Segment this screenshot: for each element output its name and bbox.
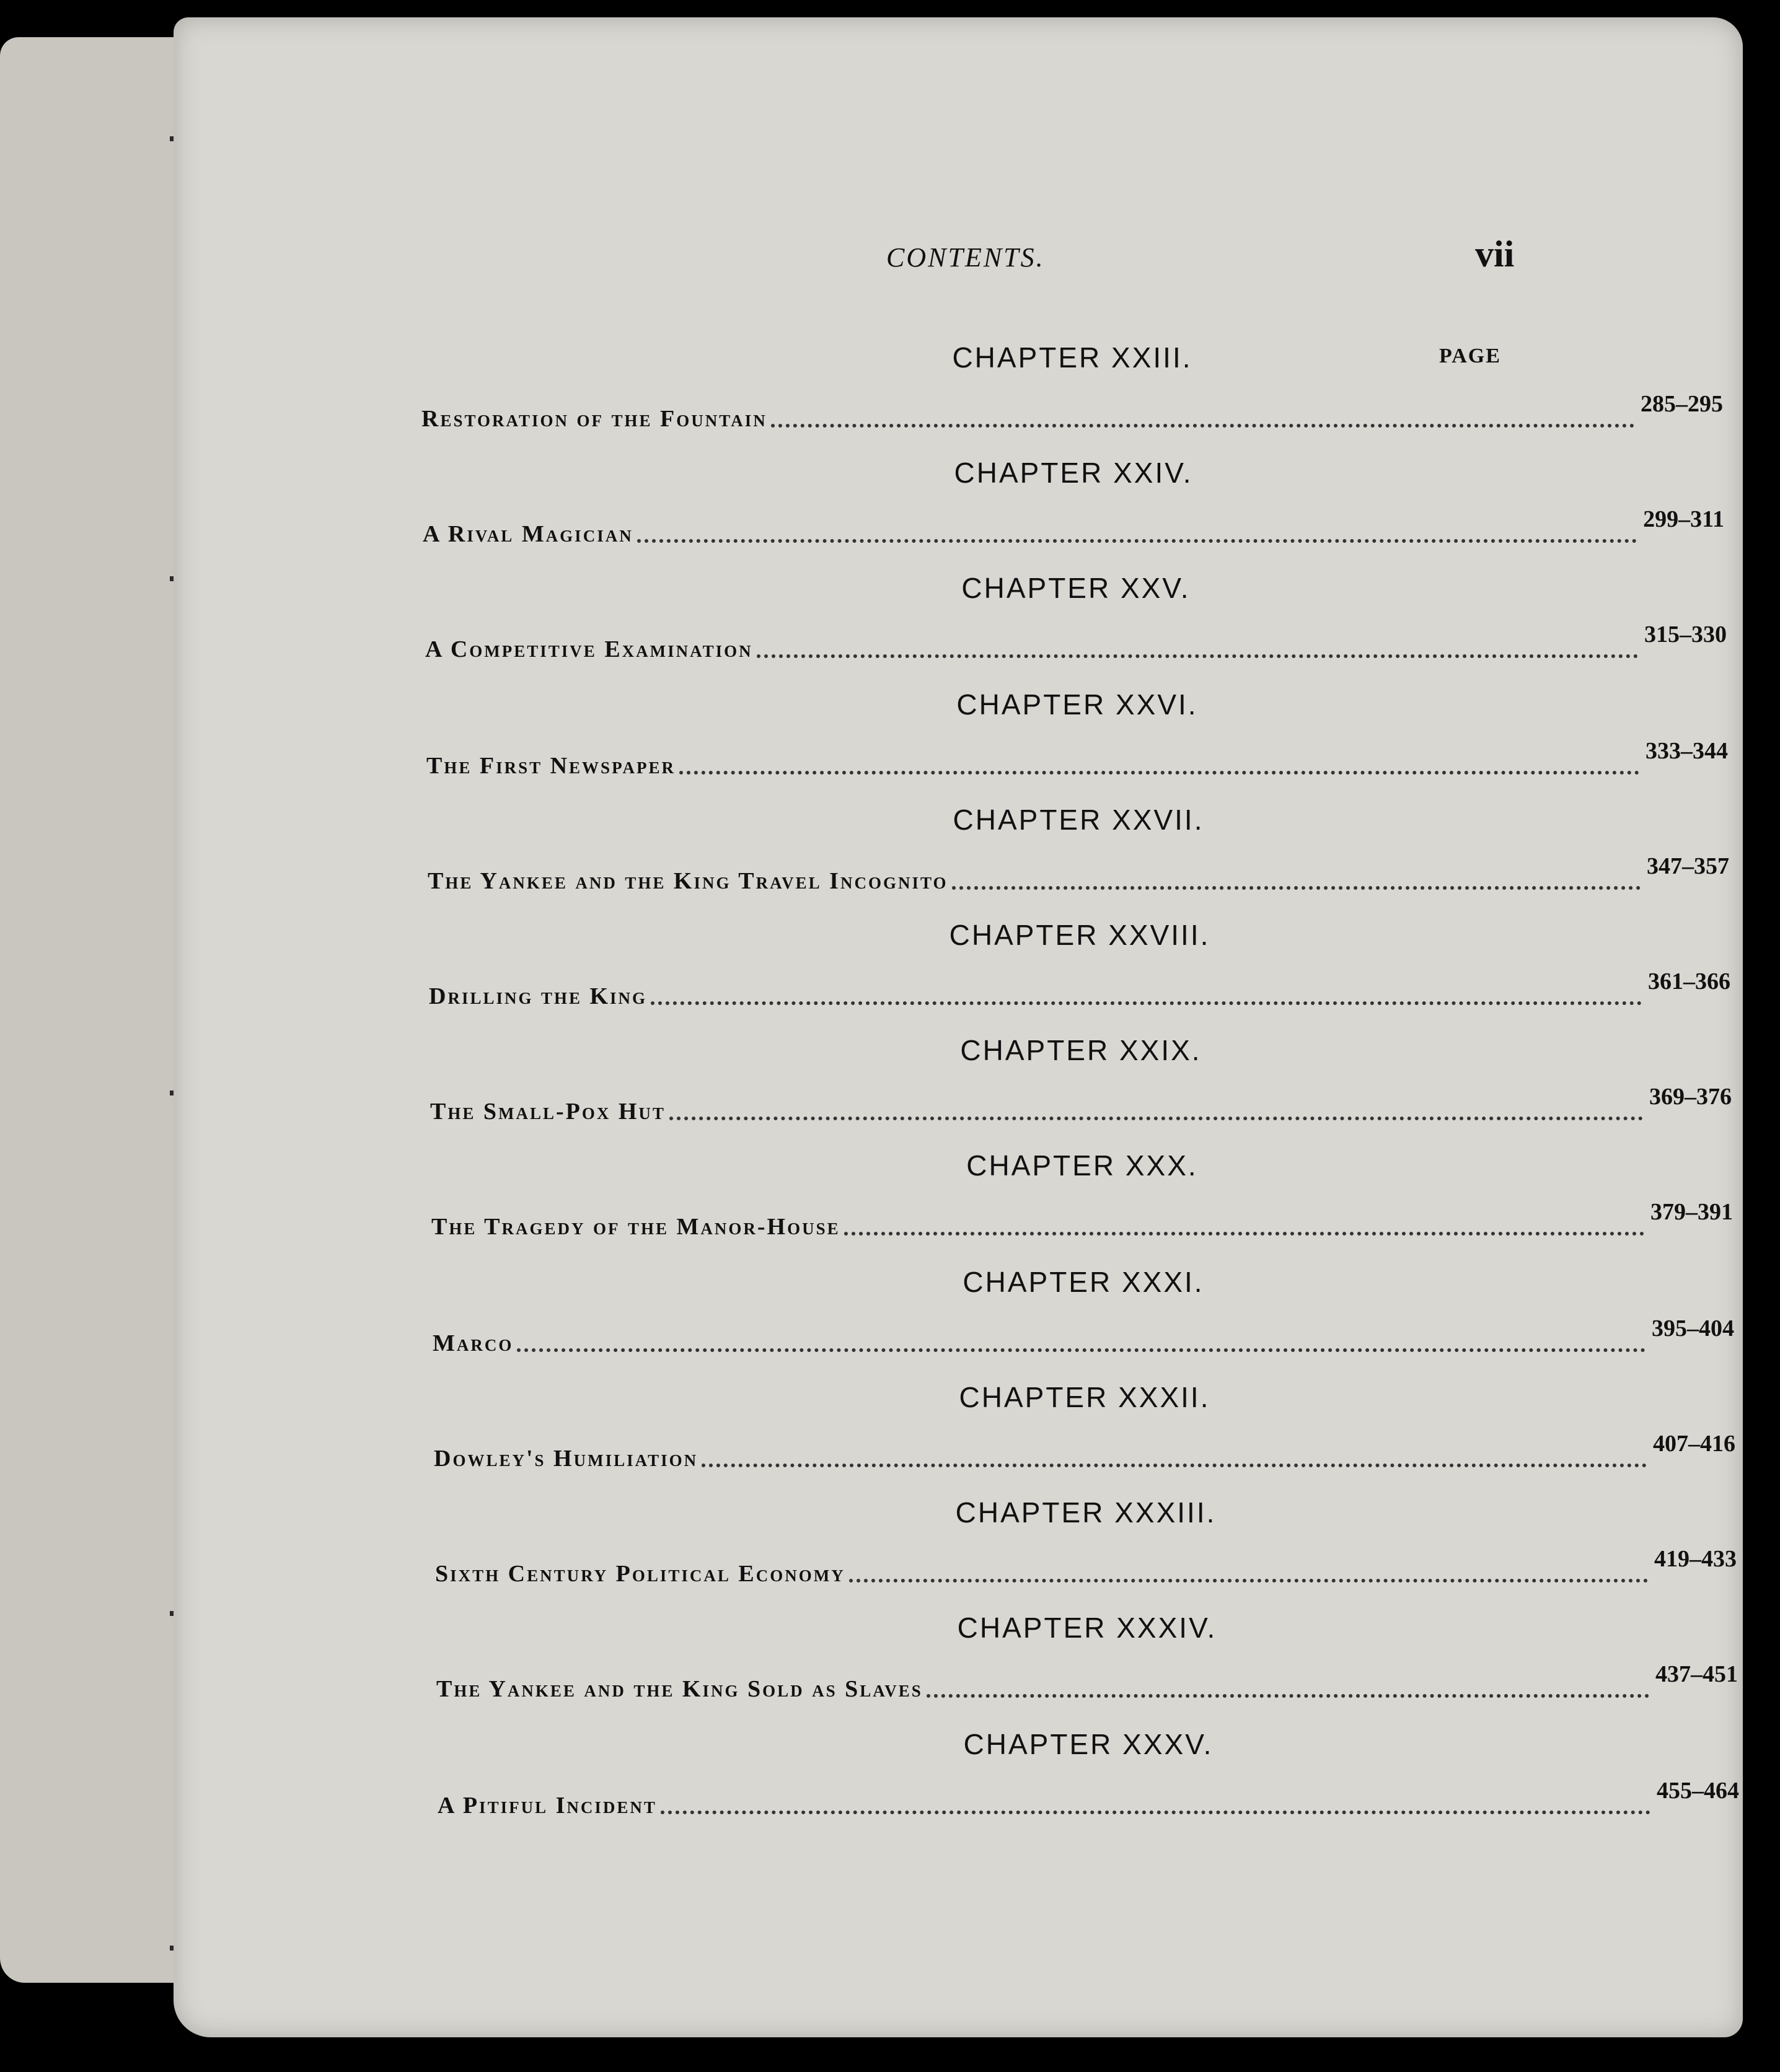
chapter-number: CHAPTER XXVIII. <box>949 919 1210 951</box>
toc-entry[interactable] <box>433 1315 1734 1357</box>
chapter-number: CHAPTER XXIII. <box>952 341 1192 374</box>
page-range: 419–433 <box>1654 1546 1737 1572</box>
toc-chapter <box>429 918 1730 1024</box>
dot-leader <box>669 1117 1643 1120</box>
chapter-number: CHAPTER XXX. <box>966 1149 1198 1182</box>
dot-leader <box>679 771 1639 775</box>
page-range: 369–376 <box>1649 1084 1732 1110</box>
chapter-title: The Yankee and the King Sold as Slaves <box>436 1676 923 1702</box>
page-range: 315–330 <box>1644 621 1727 648</box>
toc-entry[interactable] <box>426 738 1728 779</box>
chapter-title: Dowley's Humiliation <box>434 1446 698 1472</box>
chapter-title: A Rival Magician <box>423 521 633 547</box>
toc-entry[interactable] <box>421 391 1723 432</box>
book-page <box>174 17 1743 2037</box>
dot-leader <box>517 1348 1646 1352</box>
chapter-number: CHAPTER XXVII. <box>953 804 1204 836</box>
toc-chapter <box>433 1265 1734 1371</box>
chapter-title: A Pitiful Incident <box>438 1793 657 1819</box>
dot-leader <box>844 1232 1644 1236</box>
chapter-title: Drilling the King <box>429 983 648 1009</box>
dot-leader <box>637 539 1637 543</box>
page-range: 395–404 <box>1652 1315 1734 1341</box>
page-range: 347–357 <box>1647 853 1729 879</box>
chapter-number: CHAPTER XXXIII. <box>955 1496 1217 1529</box>
dot-leader <box>927 1694 1649 1698</box>
chapter-number: CHAPTER XXIX. <box>960 1034 1202 1066</box>
dot-leader <box>952 886 1641 890</box>
chapter-number: CHAPTER XXVI. <box>956 688 1198 721</box>
dot-leader <box>771 424 1634 428</box>
page-column-label: PAGE <box>1439 345 1501 367</box>
toc-entry[interactable] <box>430 1084 1732 1125</box>
chapter-number: CHAPTER XXXIV. <box>957 1612 1217 1644</box>
dot-leader <box>849 1579 1648 1583</box>
chapter-number: CHAPTER XXXII. <box>959 1381 1210 1413</box>
page-range: 285–295 <box>1641 391 1723 417</box>
toc-chapter <box>425 571 1727 677</box>
chapter-number: CHAPTER XXIV. <box>954 457 1193 489</box>
chapter-title: Sixth Century Political Economy <box>435 1561 845 1587</box>
chapter-number: CHAPTER XXXV. <box>963 1728 1214 1760</box>
chapter-title: The Tragedy of the Manor-House <box>431 1214 840 1240</box>
toc-chapter <box>426 688 1728 793</box>
page-range: 455–464 <box>1657 1778 1739 1804</box>
page-folio: vii <box>1475 234 1515 274</box>
toc-chapter <box>428 803 1729 908</box>
chapter-title: The Small-Pox Hut <box>430 1099 666 1125</box>
chapter-title: A Competitive Examination <box>425 636 753 662</box>
toc-entry[interactable] <box>431 1199 1733 1240</box>
toc-chapter <box>434 1381 1735 1486</box>
chapter-title: Restoration of the Fountain <box>421 406 767 432</box>
toc-entry[interactable] <box>425 621 1727 663</box>
dot-leader <box>757 654 1638 658</box>
toc-entry[interactable] <box>438 1778 1739 1819</box>
toc-entry[interactable] <box>435 1546 1737 1587</box>
page-range: 437–451 <box>1655 1661 1738 1687</box>
toc-chapter <box>421 341 1723 446</box>
chapter-title: The First Newspaper <box>426 753 676 779</box>
chapter-title: Marco <box>433 1330 514 1356</box>
toc-chapter <box>423 456 1724 561</box>
toc-entry[interactable] <box>428 853 1729 895</box>
page-range: 407–416 <box>1653 1431 1735 1457</box>
page-range: 361–366 <box>1648 968 1730 994</box>
page-range: 299–311 <box>1643 506 1724 532</box>
facing-page-edge <box>0 37 186 1983</box>
toc-entry[interactable] <box>423 506 1724 548</box>
toc-chapter <box>436 1611 1738 1716</box>
chapter-number: CHAPTER XXV. <box>961 572 1191 604</box>
dot-leader <box>651 1001 1642 1005</box>
toc-entry[interactable] <box>434 1431 1735 1472</box>
page-range: 379–391 <box>1650 1199 1733 1225</box>
toc-chapter <box>438 1727 1739 1833</box>
toc-entry[interactable] <box>429 968 1730 1010</box>
chapter-number: CHAPTER XXXI. <box>963 1266 1204 1298</box>
toc-chapter <box>435 1496 1737 1601</box>
toc-chapter <box>430 1034 1732 1139</box>
dot-leader <box>661 1811 1650 1814</box>
dot-leader <box>702 1464 1647 1467</box>
running-head-title: CONTENTS. <box>886 242 1045 273</box>
toc-entry[interactable] <box>436 1661 1738 1703</box>
toc-chapter <box>431 1149 1733 1254</box>
page-range: 333–344 <box>1646 738 1728 764</box>
chapter-title: The Yankee and the King Travel Incognito <box>428 868 948 894</box>
